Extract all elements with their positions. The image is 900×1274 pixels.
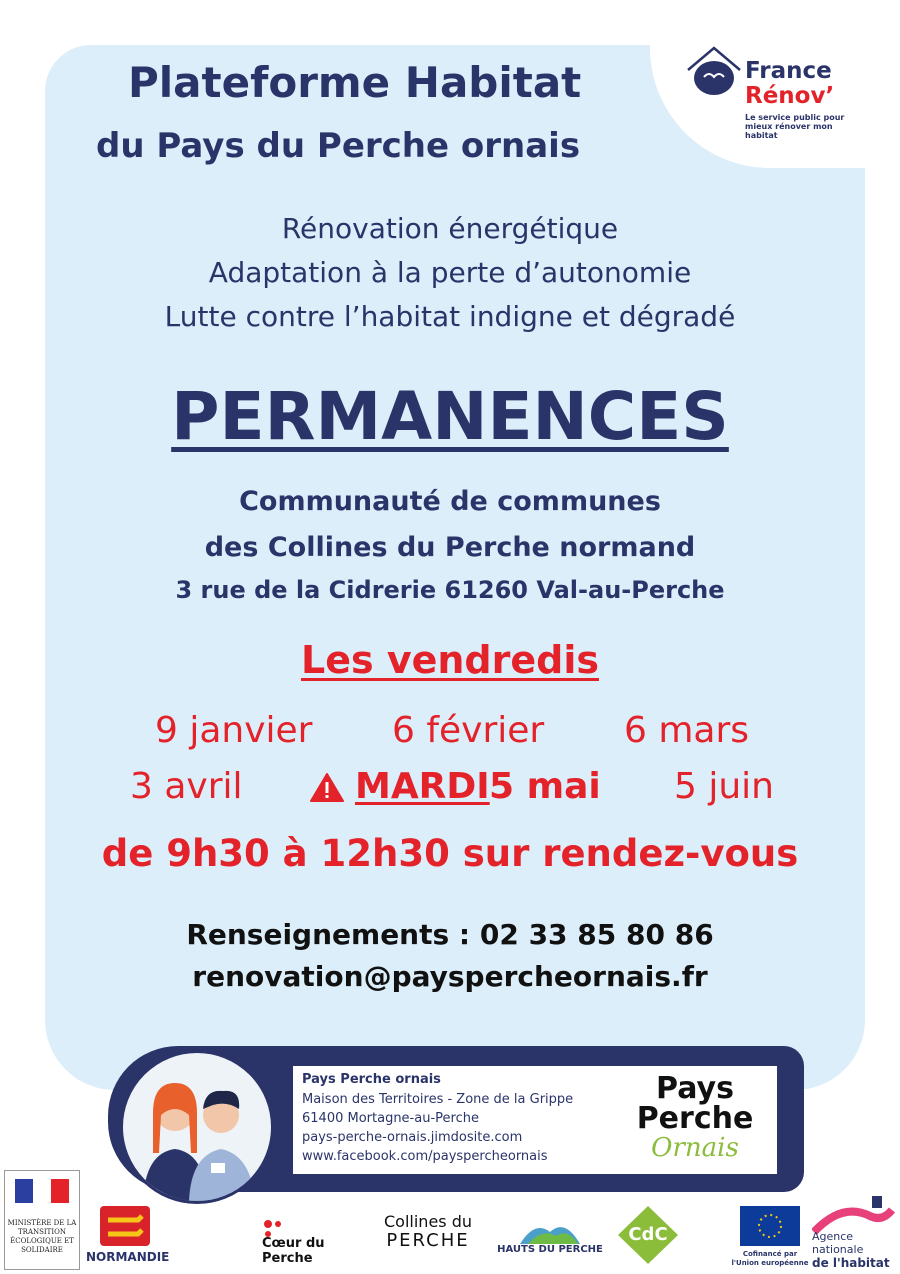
topic-1: Rénovation énergétique (281, 212, 619, 245)
footer-facebook-link[interactable]: www.facebook.com/payspercheornais (302, 1149, 548, 1164)
topic-2: Adaptation à la perte d’autonomie (208, 256, 692, 289)
region-text: NORMANDIE (86, 1250, 170, 1264)
eu-text: Cofinancé par l'Union européenne (731, 1250, 809, 1267)
leopards-icon (100, 1206, 150, 1246)
ministere-text: MINISTÈRE DE LA TRANSITION ÉCOLOGIQUE ET SOLIDAIRE (7, 1219, 77, 1254)
phone-line: Renseignements : 02 33 85 80 86 (186, 918, 714, 951)
topic-3: Lutte contre l’habitat indigne et dégradé (164, 300, 736, 333)
pays-logo-word1: Pays (656, 1071, 734, 1106)
logo-line1: France (745, 58, 832, 84)
date-2: 6 février (392, 710, 545, 751)
anah-text3: de l'habitat (812, 1256, 890, 1270)
date-1: 9 janvier (155, 710, 313, 751)
footer-org: Pays Perche ornais (302, 1072, 441, 1087)
collines-text1: Collines du (384, 1212, 472, 1231)
location-line2: des Collines du Perche normand (204, 532, 696, 563)
date-3: 6 mars (624, 710, 750, 751)
hours: de 9h30 à 12h30 sur rendez-vous (101, 832, 799, 875)
house-icon (684, 44, 744, 100)
date-5: 5 mai (489, 766, 601, 807)
avatar (120, 1050, 274, 1204)
eu-flag-icon (740, 1206, 800, 1246)
anah-text2: nationale (812, 1243, 864, 1256)
anah-text1: Agence (812, 1230, 854, 1243)
date-4: 3 avril (130, 766, 243, 807)
marianne-icon (15, 1179, 69, 1203)
pays-logo-word3: Ornais (651, 1133, 739, 1163)
location-line1: Communauté de communes (239, 486, 661, 517)
logo-line2: Rénov’ (745, 83, 835, 109)
page-title: Plateforme Habitat (128, 58, 582, 107)
footer-website-link[interactable]: pays-perche-ornais.jimdosite.com (302, 1130, 523, 1145)
schedule-heading: Les vendredis (301, 638, 599, 682)
coeur-text: Cœur du Perche (262, 1236, 325, 1266)
footer-line2: 61400 Mortagne-au-Perche (302, 1111, 479, 1126)
hills-icon (520, 1214, 580, 1244)
people-illustration-icon (123, 1053, 271, 1201)
cdc-text: CdC (628, 1224, 668, 1245)
date-6: 5 juin (674, 766, 774, 807)
pays-perche-logo (620, 1071, 770, 1163)
warning-icon (310, 772, 344, 803)
ministere-logo (4, 1170, 80, 1270)
hauts-text: HAUTS DU PERCHE (497, 1244, 603, 1255)
logo-tagline: Le service public pour mieux rénover mon habitat (745, 113, 845, 140)
permanences-heading: PERMANENCES (171, 378, 729, 455)
location-address: 3 rue de la Cidrerie 61260 Val-au-Perche (175, 576, 725, 604)
collines-text2: PERCHE (386, 1230, 470, 1251)
page-subtitle: du Pays du Perche ornais (96, 126, 581, 166)
email: renovation@payspercheornais.fr (192, 960, 708, 993)
date-5-day: MARDI (355, 766, 490, 807)
footer-line1: Maison des Territoires - Zone de la Grippe (302, 1092, 574, 1107)
pays-logo-word2: Perche (636, 1101, 754, 1136)
